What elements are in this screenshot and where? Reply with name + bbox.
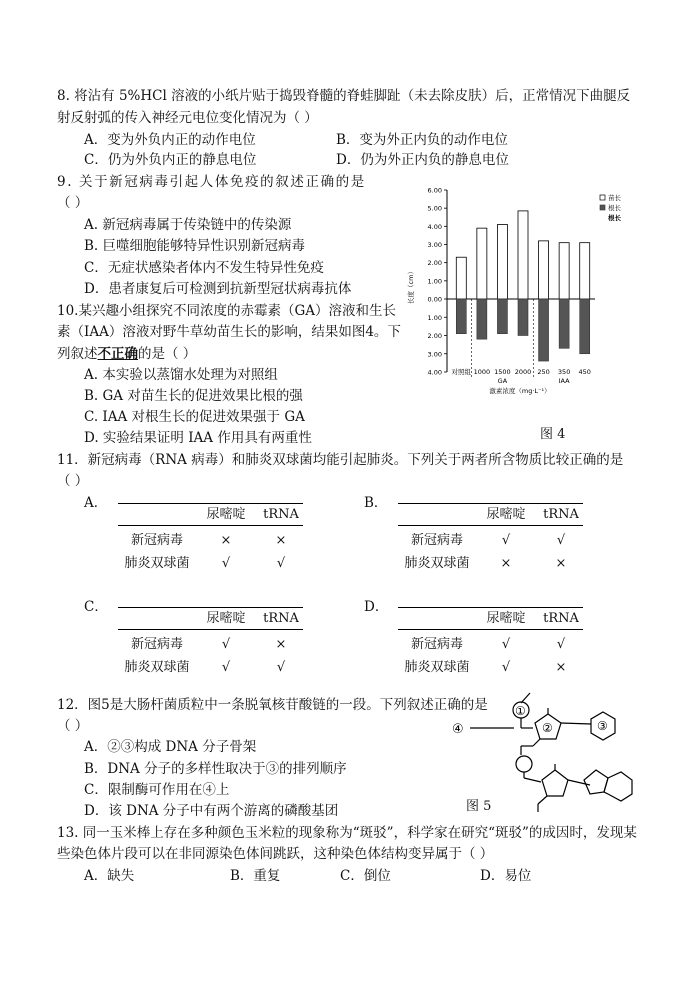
row-label-pneumococcus: 肺炎双球菌 — [404, 660, 470, 675]
phosphate-circle-2 — [516, 756, 532, 772]
row-label-pneumococcus: 肺炎双球菌 — [124, 556, 190, 571]
q11-option-a-label: A． — [84, 495, 108, 511]
y-tick-label: 6.00 — [427, 186, 442, 195]
q11-stem-line2: （ ） — [57, 473, 89, 489]
cell-covid-trna: × — [275, 637, 287, 652]
bar-shoot-length — [539, 241, 549, 299]
q13-stem-line1: 13. 同一玉米棒上存在多种颜色玉米粒的现象称为“斑驳”，科学家在研究“斑驳”的成因时，发现某 — [57, 825, 637, 841]
table-header-rule — [398, 525, 583, 526]
cell-covid-trna: × — [275, 533, 287, 548]
y-tick-label: 4.00 — [427, 368, 442, 377]
y-axis-label: 长度（cm） — [407, 268, 415, 304]
q10-emphasis-not-correct: 不正确 — [97, 346, 138, 362]
base-hexagon-ring — [604, 772, 632, 801]
cell-covid-uracil: √ — [501, 637, 511, 652]
x-tick-label: 1500 — [494, 368, 511, 376]
y-tick-label: 2.00 — [427, 259, 442, 268]
row-label-covid: 新冠病毒 — [130, 533, 183, 548]
q11-option-a-table — [118, 503, 303, 579]
q10-option-b: B. GA 对苗生长的促进效果比根的强 — [84, 388, 303, 404]
x-tick-label: 450 — [578, 368, 591, 376]
q9-option-d: D．患者康复后可检测到抗新型冠状病毒抗体 — [84, 281, 352, 297]
label-4: ④ — [452, 722, 464, 737]
bar-shoot-length — [497, 225, 507, 299]
cell-covid-uracil: √ — [501, 533, 511, 548]
q9-option-b: B. 巨噬细胞能够特异性识别新冠病毒 — [84, 238, 306, 254]
bar-root-length — [539, 299, 549, 361]
q10-stem-line3 — [57, 344, 196, 364]
x-tick-label: 250 — [537, 368, 550, 376]
legend-label-root: 根长 — [608, 204, 621, 212]
y-tick-label: 1.00 — [427, 277, 442, 286]
q10-option-d: D. 实验结果证明 IAA 作用具有两重性 — [84, 430, 312, 446]
row-label-covid: 新冠病毒 — [130, 637, 183, 652]
row-label-pneumococcus: 肺炎双球菌 — [124, 660, 190, 675]
figure-5-caption: 图 5 — [466, 799, 492, 814]
bar-shoot-length — [518, 211, 528, 299]
y-tick-label: 3.00 — [427, 350, 442, 359]
table-header-rule — [118, 629, 303, 630]
figure-4-caption: 图 4 — [540, 427, 566, 442]
x-tick-label: 2000 — [514, 368, 532, 376]
q8-stem-line1: 8. 将沾有 5%HCl 溶液的小纸片贴于捣毁脊髓的脊蛙脚趾（未去除皮肤）后，正常情况下曲腿反 — [57, 88, 631, 104]
cell-pneumococcus-uracil: √ — [221, 660, 231, 675]
header-trna: tRNA — [543, 507, 579, 522]
header-uracil: 尿嘧啶 — [206, 611, 246, 626]
table-header-rule — [118, 525, 303, 526]
y-tick-label: 2.00 — [427, 332, 442, 340]
header-uracil: 尿嘧啶 — [486, 507, 526, 522]
y-tick-label: 3.00 — [427, 241, 442, 249]
y-tick-label: 4.00 — [427, 222, 442, 231]
q12-stem-line2: （ ） — [57, 718, 89, 734]
header-uracil: 尿嘧啶 — [206, 507, 246, 522]
row-label-covid: 新冠病毒 — [410, 533, 463, 548]
q8-stem-line2: 射反射弧的传入神经元电位变化情况为（ ） — [57, 110, 318, 126]
q11-option-d-table — [398, 607, 583, 683]
q11-option-b-label: B． — [364, 495, 388, 511]
q9-option-a: A. 新冠病毒属于传染链中的传染源 — [84, 217, 292, 233]
header-trna: tRNA — [263, 611, 299, 626]
q13-option-b: B．重复 — [230, 868, 281, 884]
table-header-rule — [398, 629, 583, 630]
q11-option-c-table — [118, 607, 303, 683]
bar-shoot-length — [456, 257, 466, 299]
x-tick-label: 1000 — [473, 368, 491, 376]
header-uracil: 尿嘧啶 — [486, 611, 526, 626]
row-label-covid: 新冠病毒 — [410, 637, 463, 652]
legend-swatch-shoot — [600, 195, 605, 200]
q13-stem-line2: 些染色体片段可以在非同源染色体间跳跃，这种染色体结构变异属于（ ） — [57, 846, 494, 862]
bar-root-length — [456, 299, 466, 334]
q12-option-d: D．该 DNA 分子中有两个游离的磷酸基团 — [84, 803, 339, 819]
q10-stem-line3-post: 的是（ ） — [138, 346, 197, 362]
label-2: ② — [542, 721, 553, 735]
group-label-ga: GA — [497, 377, 508, 385]
cell-pneumococcus-trna: √ — [276, 660, 286, 675]
q10-stem-line2: 素（IAA）溶液对野牛草幼苗生长的影响，结果如图4。下 — [57, 324, 401, 340]
cell-pneumococcus-uracil: √ — [501, 660, 511, 675]
legend-label-extra: 根长 — [608, 214, 621, 222]
cell-pneumococcus-uracil: √ — [221, 556, 231, 571]
cell-pneumococcus-uracil: × — [500, 556, 512, 571]
table-top-rule — [398, 607, 583, 608]
q9-stem-line1: 9. 关于新冠病毒引起人体免疫的叙述正确的是 — [57, 174, 366, 190]
group-label-iaa: IAA — [558, 377, 570, 385]
cell-pneumococcus-trna: × — [555, 660, 567, 675]
q13-option-d: D．易位 — [480, 868, 532, 884]
q10-option-a: A. 本实验以蒸馏水处理为对照组 — [84, 367, 278, 383]
bar-root-length — [559, 299, 569, 348]
legend-swatch-root — [600, 205, 605, 210]
q11-option-d-label: D． — [364, 599, 389, 615]
q12-stem-line1: 12．图5是大肠杆菌质粒中一条脱氧核苷酸链的一段。下列叙述正确的是 — [57, 697, 488, 713]
y-tick-label: 5.00 — [427, 204, 442, 213]
cell-covid-uracil: × — [220, 533, 232, 548]
cell-pneumococcus-trna: √ — [276, 556, 286, 571]
cell-covid-trna: √ — [556, 533, 566, 548]
bar-shoot-length — [477, 228, 487, 299]
label-1: ① — [515, 704, 526, 718]
q9-stem-line2: （ ） — [57, 195, 89, 211]
q12-option-c: C．限制酶可作用在④上 — [84, 782, 230, 798]
header-trna: tRNA — [263, 507, 299, 522]
q10-stem-line1: 10.某兴趣小组探究不同浓度的赤霉素（GA）溶液和生长 — [57, 303, 397, 319]
q8-option-c: C．仍为外负内正的静息电位 — [84, 152, 257, 168]
table-top-rule — [118, 503, 303, 504]
bar-shoot-length — [580, 243, 590, 299]
q10-option-c: C. IAA 对根生长的促进效果强于 GA — [84, 409, 305, 425]
q12-option-a: A．②③构成 DNA 分子骨架 — [84, 739, 257, 755]
bar-root-length — [518, 299, 528, 336]
q13-option-c: C．倒位 — [340, 868, 391, 884]
legend-label-shoot: 苗长 — [608, 194, 621, 202]
label-3: ③ — [597, 719, 608, 733]
table-top-rule — [118, 607, 303, 608]
q12-option-b: B．DNA 分子的多样性取决于③的排列顺序 — [84, 761, 347, 777]
table-top-rule — [398, 503, 583, 504]
bar-root-length — [497, 299, 507, 334]
q11-stem-line1: 11．新冠病毒（RNA 病毒）和肺炎双球菌均能引起肺炎。下列关于两者所含物质比较正确的是 — [57, 452, 624, 468]
cell-covid-uracil: √ — [221, 637, 231, 652]
q10-stem-line3-pre: 列叙述 — [57, 346, 98, 362]
q11-option-b-table — [398, 503, 583, 579]
q8-option-d: D．仍为外正内负的静息电位 — [336, 152, 509, 168]
figure-4-bar-chart — [405, 182, 650, 407]
deoxyribose-pentagon-2 — [542, 770, 568, 796]
q9-option-c: C．无症状感染者体内不发生特异性免疫 — [84, 260, 324, 276]
header-trna: tRNA — [543, 611, 579, 626]
bar-shoot-length — [559, 243, 569, 299]
bar-root-length — [477, 299, 487, 339]
q13-option-a: A．缺失 — [84, 868, 135, 884]
y-tick-label: 0.00 — [427, 295, 442, 304]
cell-covid-trna: √ — [556, 637, 566, 652]
x-tick-label: 350 — [557, 368, 571, 376]
q8-option-a: A．变为外负内正的动作电位 — [84, 132, 256, 148]
row-label-pneumococcus: 肺炎双球菌 — [404, 556, 470, 571]
x-tick-label: 对照组 — [451, 368, 472, 376]
cell-pneumococcus-trna: × — [555, 556, 567, 571]
y-tick-label: 1.00 — [427, 313, 442, 322]
x-axis-label: 激素浓度（mg·L⁻¹） — [489, 387, 551, 395]
chain-top-stub — [521, 693, 530, 703]
q8-option-b: B．变为外正内负的动作电位 — [336, 132, 508, 148]
bar-root-length — [580, 299, 590, 354]
q11-option-c-label: C． — [84, 599, 108, 615]
